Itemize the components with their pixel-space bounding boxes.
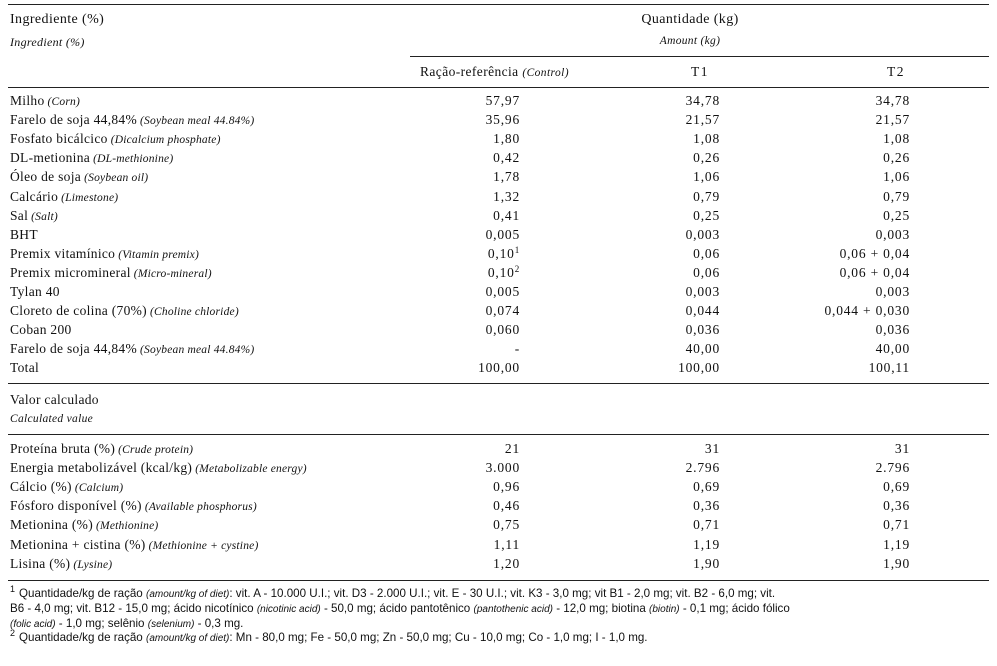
cell-t1: 0,25 [693,207,720,223]
quantity-header-rule [410,56,989,57]
row-label-en: (Limestone) [61,191,119,204]
cell-control [390,227,520,243]
row-label-pt: Sal [10,207,29,223]
cell-control-value: 1,11 [493,536,520,552]
cell-t2: 0,25 [883,207,910,223]
cell-control-value: 0,074 [485,303,520,319]
cell-control-value: 57,97 [485,93,520,108]
row-label-en: (Methionine + cystine) [148,539,259,552]
footnote-1-line-2-b: - 50,0 mg; ácido pantotênico [320,602,474,615]
footnote-2-text-b: : Mn - 80,0 mg; Fe - 50,0 mg; Zn - 50,0 mg; Cu - 10,0 mg; Co - 1,0 mg; I - 1,0 mg. [229,631,648,644]
footnote-1-text-b: : vit. A - 10.000 U.I.; vit. D3 - 2.000 U.I.; vit. E - 30 U.I.; vit. K3 - 3,0 mg; vit B1 - 2,0 mg; vit. B2 - 6,0 mg; vit. [229,587,776,600]
cell-t2: 0,26 [883,150,910,166]
cell-control-value: 0,46 [493,498,520,514]
cell-control [390,479,520,495]
cell-control [390,460,520,476]
cell-t1: 0,36 [693,498,720,514]
cell-t1: 31 [704,441,720,456]
cell-control-value: 0,42 [493,150,520,166]
quantity-header-en: Amount (kg) [659,35,721,47]
cell-control [390,441,520,457]
calc-label [10,479,123,495]
cell-t1: 0,06 [693,245,720,261]
cell-control [390,93,520,109]
footnote-2-text-a: Quantidade/kg de ração [19,631,146,644]
cell-t2: 0,36 [883,498,910,514]
cell-t2: 1,19 [883,536,910,552]
row-label-en: (Methionine) [96,520,159,533]
cell-t1: 0,06 [693,264,720,280]
ingredient-label [10,150,173,166]
ingredient-label [10,227,38,243]
cell-control-value: 1,78 [493,169,520,185]
cell-t1: 21,57 [685,112,720,128]
cell-control [390,169,520,185]
footnote-1-line-3-b: - 0,3 mg. [194,617,244,630]
cell-control-value: 0,005 [485,284,520,299]
ingredient-label [10,169,148,185]
footnote-ref: 1 [514,244,520,255]
cell-t1: 34,78 [685,93,720,108]
cell-control [390,208,520,224]
cell-control [390,360,520,376]
cell-t1: 0,79 [693,188,720,204]
row-label-pt: Cálcio (%) [10,479,72,495]
cell-t1: 0,26 [693,150,720,166]
row-label-en: (Crude protein) [118,444,194,456]
col-t1-header: T1 [691,64,709,79]
cell-control [390,556,520,572]
ingredient-label [10,131,221,147]
cell-t2: 0,06 + 0,04 [839,245,910,261]
footnote-1-line-1 [19,586,997,602]
cell-t2: 2.796 [875,460,910,476]
row-label-en: (Salt) [31,210,58,223]
cell-t1: 1,19 [693,536,720,552]
cell-control-value: 3.000 [485,460,520,476]
cell-t2: 1,08 [883,131,910,147]
cell-control-value: 100,00 [478,360,520,376]
cell-control-value: 1,20 [493,555,520,571]
cell-t2: 0,003 [875,284,910,299]
col-control-label: Ração-referência [420,64,519,79]
ingredient-label [10,112,254,128]
cell-control-value: 0,75 [493,517,520,533]
row-label-en: (DL-methionine) [93,153,174,166]
col-t2-header: T2 [887,64,905,79]
calc-label [10,460,307,476]
ingredient-label [10,341,254,357]
calc-label [10,441,193,457]
cell-t1: 0,036 [685,322,720,338]
cell-control [390,517,520,533]
footnote-1-line-3-a: - 1,0 mg; selênio [55,617,148,630]
ingredient-header: Ingrediente (%) [10,12,105,27]
row-label-en: (Vitamin premix) [118,248,200,261]
cell-t2: 0,036 [875,322,910,338]
cell-control-value: - [514,341,520,357]
row-label-pt: Óleo de soja [10,169,82,185]
cell-control [390,150,520,166]
row-label-en: (Soybean oil) [84,172,149,185]
cell-control-value: 0,10 [487,245,515,261]
cell-t1: 0,71 [693,517,720,533]
calc-label [10,537,258,553]
ingredient-label [10,189,118,205]
footnote-1-line-2-d: - 0,1 mg; ácido fólico [679,602,790,615]
row-label-en: (Dicalcium phosphate) [110,134,221,147]
row-label-pt: Cloreto de colina (70%) [10,303,147,319]
row-label-pt: Milho [10,93,45,108]
quantity-header: Quantidade (kg) [641,12,739,27]
row-label-pt: Fósforo disponível (%) [10,498,142,514]
cell-control-value: 1,80 [493,131,520,147]
cell-t1: 0,044 [685,303,720,319]
cell-control [390,265,520,281]
cell-t1: 1,90 [693,555,720,571]
cell-control-value: 0,10 [487,264,515,280]
cell-t2: 0,06 + 0,04 [839,264,910,280]
footnote-1-text-a-en: (amount/kg of diet) [145,589,230,600]
cell-control-value: 0,060 [485,322,520,338]
row-label-en: (Soybean meal 44.84%) [140,115,255,128]
cell-control [390,303,520,319]
cell-t2: 0,003 [875,226,910,242]
cell-control-value: 0,005 [485,226,520,242]
cell-t2: 0,044 + 0,030 [824,303,910,319]
cell-control [390,112,520,128]
row-label-pt: Premix micromineral [10,264,131,280]
cell-control [390,322,520,338]
footnote-1-line-2-en2: (pantothenic acid) [473,604,553,615]
calc-label [10,517,158,533]
row-label-pt: Proteína bruta (%) [10,441,116,456]
footnote-1-line-2-en3: (biotin) [649,604,680,615]
col-control-label-en: (Control) [522,67,569,79]
cell-t1: 0,003 [685,226,720,242]
footnote-1-line-2-a: B6 - 4,0 mg; vit. B12 - 15,0 mg; ácido nicotínico [10,602,257,615]
cell-control [390,189,520,205]
calc-label [10,556,112,572]
cell-t2: 21,57 [875,112,910,128]
cell-t2: 0,69 [883,479,910,495]
row-label-en: (Soybean meal 44.84%) [140,344,255,357]
cell-t2: 1,06 [883,169,910,185]
ingredient-section-rule [8,383,989,384]
row-label-pt: Metionina + cistina (%) [10,536,146,552]
table-bottom-rule [8,580,989,581]
footnote-1-line-3-en1: (folic acid) [10,619,56,630]
row-label-pt: BHT [10,226,38,242]
ingredient-label [10,284,60,300]
row-label-en: (Available phosphorus) [144,501,257,514]
row-label-en: (Choline chloride) [149,306,239,319]
cell-t1: 100,00 [678,360,720,376]
row-label-en: (Corn) [47,96,81,108]
cell-control [390,537,520,553]
footnote-1-line-2-c: - 12,0 mg; biotina [552,602,650,615]
header-bottom-rule [8,87,989,88]
cell-t2: 0,71 [883,517,910,533]
row-label-pt: Lisina (%) [10,555,71,571]
ingredient-label [10,246,199,262]
calc-label [10,498,257,514]
footnote-2-line [19,630,997,646]
cell-t1: 0,69 [693,479,720,495]
ingredient-label [10,303,239,319]
row-label-en: (Lysine) [73,558,113,571]
cell-t2: 31 [894,441,910,456]
row-label-pt: Coban 200 [10,322,72,338]
ingredient-label [10,265,212,281]
row-label-pt: Calcário [10,188,59,204]
footnote-1-line-2-en1: (nicotinic acid) [256,604,321,615]
ingredient-label [10,360,39,376]
row-label-pt: Premix vitamínico [10,245,116,261]
cell-control [390,498,520,514]
cell-control [390,131,520,147]
footnote-2-text-a-en: (amount/kg of diet) [145,633,230,644]
cell-t2: 100,11 [868,360,910,376]
cell-control-value: 0,41 [493,207,520,223]
cell-t2: 0,79 [883,188,910,204]
ingredient-header-en: Ingredient (%) [10,35,85,49]
ingredient-label [10,208,58,224]
cell-control-value: 0,96 [493,479,520,495]
cell-t1: 40,00 [685,341,720,357]
footnote-1-line-3-en2: (selenium) [147,619,195,630]
cell-t1: 2.796 [685,460,720,476]
footnote-2-marker: 2 [10,628,16,638]
row-label-en: (Calcium) [74,482,124,495]
calc-section-title-en: Calculated value [10,413,94,425]
cell-control [390,284,520,300]
cell-control-value: 21 [504,441,520,456]
cell-t1: 0,003 [685,284,720,299]
calc-header-rule [8,434,989,435]
footnote-1-marker: 1 [10,584,16,594]
row-label-pt: Fosfato bicálcico [10,131,108,147]
row-label-pt: Total [10,360,40,376]
ingredient-label [10,322,72,338]
cell-t2: 34,78 [875,93,910,108]
row-label-pt: Farelo de soja 44,84% [10,112,138,128]
cell-t1: 1,06 [693,169,720,185]
cell-t1: 1,08 [693,131,720,147]
row-label-en: (Metabolizable energy) [195,463,307,476]
table-top-rule [8,4,989,5]
cell-control-value: 35,96 [485,112,520,128]
cell-control [390,341,520,357]
row-label-pt: Energia metabolizável (kcal/kg) [10,460,193,476]
row-label-pt: Farelo de soja 44,84% [10,341,138,357]
footnote-ref: 2 [514,263,520,274]
row-label-pt: DL-metionina [10,150,91,166]
cell-control [390,246,520,262]
row-label-pt: Metionina (%) [10,517,94,533]
col-control-header [420,64,569,80]
footnote-1-text-a: Quantidade/kg de ração [19,587,146,600]
footnote-1-line-2 [10,601,990,617]
row-label-pt: Tylan 40 [10,284,60,299]
calc-section-title: Valor calculado [10,392,99,407]
cell-control-value: 1,32 [493,188,520,204]
row-label-en: (Micro-mineral) [133,267,212,280]
cell-t2: 40,00 [875,341,910,357]
ingredient-label [10,93,80,109]
cell-t2: 1,90 [883,555,910,571]
